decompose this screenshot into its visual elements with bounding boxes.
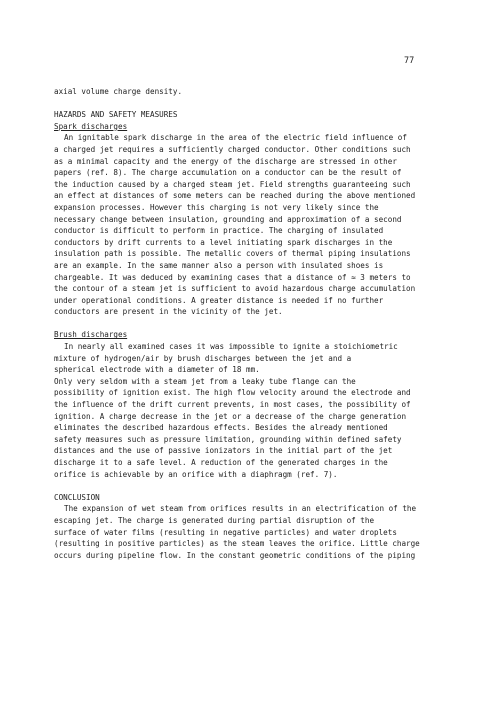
paragraph-line: surface of water films (resulting in negative particles) and water droplets: [54, 527, 397, 537]
paragraph-line: conductors by drift currents to a level initiating spark discharges in the: [54, 237, 393, 247]
paragraph-line: conductors are present in the vicinity of the jet.: [54, 307, 283, 317]
paragraph-line: orifice is achievable by an orifice with a diaphragm (ref. 7).: [54, 469, 338, 479]
section-heading-hazards: HAZARDS AND SAFETY MEASURES: [54, 110, 178, 120]
paragraph-line: distances and the use of passive ionizators in the initial part of the jet: [54, 446, 393, 456]
spark-discharges-paragraph: [54, 132, 434, 318]
paragraph-line: In nearly all examined cases it was impossible to ignite a stoichiometric: [64, 342, 398, 352]
paragraph-line: necessary change between insulation, grounding and approximation of a second: [54, 214, 402, 224]
paragraph-line: spherical electrode with a diameter of 18 mm.: [54, 365, 260, 375]
paragraph-line: (resulting in positive particles) as the steam leaves the orifice. Little charge: [54, 539, 420, 549]
conclusion-paragraph: [54, 503, 434, 561]
paragraph-line: an effect at distances of some meters can be reached during the above mentioned: [54, 191, 416, 201]
subheading-spark-discharges: Spark discharges: [54, 121, 128, 131]
paragraph-line: the induction caused by a charged steam jet. Field strengths guaranteeing such: [54, 179, 411, 189]
paragraph-line: under operational conditions. A greater distance is needed if no further: [54, 295, 384, 305]
paragraph-line: discharge it to a safe level. A reduction of the generated charges in the: [54, 458, 388, 467]
paragraph-line: safety measures such as pressure limitation, grounding within defined safety: [54, 434, 402, 444]
paragraph-line: as a minimal capacity and the energy of the discharge are stressed in other: [54, 156, 397, 166]
paragraph-line: occurs during pipeline flow. In the constant geometric conditions of the piping: [54, 550, 416, 560]
paragraph-line: expansion processes. However this charging is not very likely since the: [54, 202, 379, 212]
paragraph-line: insulation path is possible. The metallic covers of thermal piping insulations: [54, 249, 411, 259]
subheading-brush-discharges: Brush discharges: [54, 330, 128, 340]
paragraph-line: the influence of the drift current prevents, in most cases, the possibility of: [54, 400, 411, 410]
paragraph-line: are an example. In the same manner also a person with insulated shoes is: [54, 260, 384, 270]
paragraph-line: eliminates the described hazardous effects. Besides the already mentioned: [54, 423, 388, 433]
paragraph-line: The expansion of wet steam from orifices results in an electrification of the: [64, 504, 417, 514]
paragraph-line: ignition. A charge decrease in the jet or a decrease of the charge generation: [54, 411, 407, 421]
paragraph-line: mixture of hydrogen/air by brush discharges between the jet and a: [54, 353, 352, 363]
section-heading-conclusion: CONCLUSION: [54, 492, 100, 502]
paragraph-line: a charged jet requires a sufficiently charged conductor. Other conditions such: [54, 144, 411, 154]
paragraph-line: the contour of a steam jet is sufficient to avoid hazardous charge accumulation: [54, 284, 416, 294]
paragraph-line: An ignitable spark discharge in the area of the electric field influence of: [64, 133, 407, 143]
paragraph-line: chargeable. It was deduced by examining cases that a distance of ≈ 3 meters to: [54, 272, 411, 282]
page-body: [54, 86, 434, 561]
paragraph-line: Only very seldom with a steam jet from a leaky tube flange can the: [54, 376, 356, 386]
page-number: 77: [404, 56, 415, 66]
paragraph-line: possibility of ignition exist. The high flow velocity around the electrode and: [54, 388, 411, 398]
brush-discharges-paragraph: [54, 341, 434, 480]
paragraph-line: conductor is difficult to perform in practice. The charging of insulated: [54, 226, 384, 236]
paragraph-line: escaping jet. The charge is generated during partial disruption of the: [54, 515, 375, 525]
paragraph-line: axial volume charge density.: [54, 87, 183, 96]
paragraph-line: papers (ref. 8). The charge accumulation on a conductor can be the result of: [54, 168, 402, 178]
